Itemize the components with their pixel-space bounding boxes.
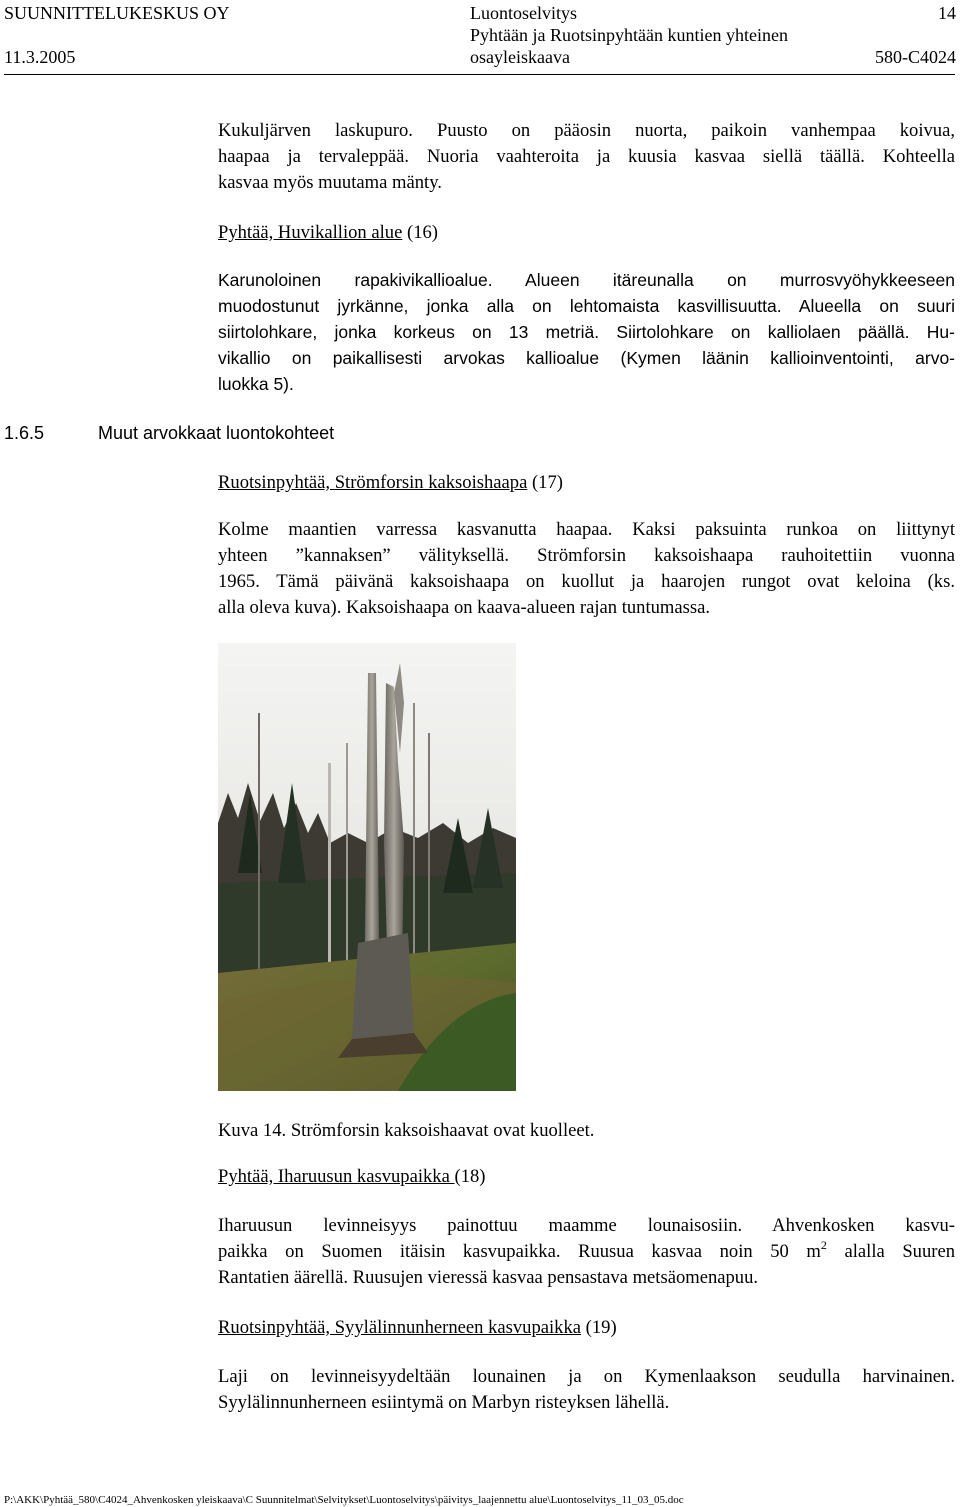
site-16-line: Karunoloinen rapakivikallioalue. Alueen itäreunalla on murrosvyöhykkeeseen	[218, 270, 955, 290]
site-18-heading-link: Pyhtää, Iharuusun kasvupaikka	[218, 1166, 455, 1187]
header-report-title: Luontoselvitys	[470, 3, 577, 23]
intro-line: haapaa ja tervaleppää. Nuoria vaahteroita ja kuusia kasvaa siellä täällä. Kohteella	[218, 146, 955, 167]
site-18-line2-text: paikka on Suomen itäisin kasvupaikka. Ruusua kasvaa noin 50 m	[218, 1241, 821, 1262]
site-17-line: Kolme maantien varressa kasvanutta haapaa. Kaksi paksuinta runkoa on liittynyt	[218, 519, 955, 540]
intro-paragraph	[218, 118, 955, 196]
site-17-paragraph	[218, 517, 955, 621]
header-report-subtitle-2: osayleiskaava	[470, 47, 570, 67]
site-16-line: muodostunut jyrkänne, jonka alla on lehtomaista kasvillisuutta. Alueella on suuri	[218, 296, 955, 316]
site-16-heading-link: Pyhtää, Huvikallion alue	[218, 222, 403, 243]
site-17-line: 1965. Tämä päivänä kaksoishaapa on kuollut ja haarojen rungot ovat keloina (ks.	[218, 571, 955, 592]
site-19-line: Syylälinnunherneen esiintymä on Marbyn risteyksen lähellä.	[218, 1392, 670, 1413]
intro-line: Kukuljärven laskupuro. Puusto on pääosin nuorta, paikoin vanhempaa koivua,	[218, 120, 955, 141]
header-date: 11.3.2005	[4, 47, 76, 67]
site-17-heading-number: (17)	[527, 472, 563, 493]
site-16-heading-number: (16)	[402, 222, 438, 243]
site-18-heading-number: (18)	[454, 1166, 486, 1187]
header-doc-code: 580-C4024	[875, 47, 956, 67]
site-19-heading-number: (19)	[581, 1317, 617, 1338]
header-report-subtitle-1: Pyhtään ja Ruotsinpyhtään kuntien yhteinen	[470, 25, 788, 45]
site-17-heading-link: Ruotsinpyhtää, Strömforsin kaksoishaapa	[218, 472, 528, 493]
site-17-line: yhteen ”kannaksen” välityksellä. Strömforsin kaksoishaapa rauhoitettiin vuonna	[218, 545, 955, 566]
site-18-line2-text-end: alalla Suuren	[826, 1241, 955, 1262]
site-16-line: siirtolohkare, jonka korkeus on 13 metriä. Siirtolohkare on kalliolaen päällä. Hu-	[218, 322, 955, 342]
site-16-paragraph	[218, 267, 955, 397]
site-19-heading	[218, 1315, 617, 1341]
intro-line: kasvaa myös muutama mänty.	[218, 172, 442, 193]
site-18-heading	[218, 1164, 485, 1190]
site-18-paragraph	[218, 1213, 955, 1291]
site-18-line	[218, 1239, 955, 1265]
site-16-line: vikallio on paikallisesti arvokas kallioalue (Kymen läänin kallioinventointi, arvo-	[218, 348, 955, 368]
site-16-line: luokka 5).	[218, 374, 294, 394]
superscript-2: 2	[820, 1237, 827, 1252]
site-17-heading	[218, 470, 563, 496]
figure-caption: Kuva 14. Strömforsin kaksoishaavat ovat kuolleet.	[218, 1120, 595, 1141]
header-divider	[4, 74, 955, 75]
site-19-paragraph	[218, 1364, 955, 1416]
header-page-number: 14	[938, 3, 956, 23]
site-19-line: Laji on levinneisyydeltään lounainen ja on Kymenlaakson seudulla harvinainen.	[218, 1366, 955, 1387]
site-16-heading	[218, 220, 438, 246]
section-title: Muut arvokkaat luontokohteet	[98, 423, 335, 443]
site-18-line: Iharuusun levinneisyys painottuu maamme lounaisosiin. Ahvenkosken kasvu-	[218, 1215, 955, 1236]
figure-photo-dead-aspens	[218, 643, 516, 1091]
section-number: 1.6.5	[4, 423, 45, 443]
site-17-line: alla oleva kuva). Kaksoishaapa on kaava-alueen rajan tuntumassa.	[218, 597, 711, 618]
footer-file-path: P:\AKK\Pyhtää_580\C4024_Ahvenkosken yleiskaava\C Suunnitelmat\Selvitykset\Luontoselvitys\päivitys_laajennettu alue\Luontoselvitys_11_03_05.doc	[4, 1494, 684, 1506]
site-18-line: Rantatien äärellä. Ruusujen vieressä kasvaa pensastava metsäomenapuu.	[218, 1267, 759, 1288]
site-19-heading-link: Ruotsinpyhtää, Syylälinnunherneen kasvupaikka	[218, 1317, 582, 1338]
header-company: SUUNNITTELUKESKUS OY	[4, 3, 230, 23]
